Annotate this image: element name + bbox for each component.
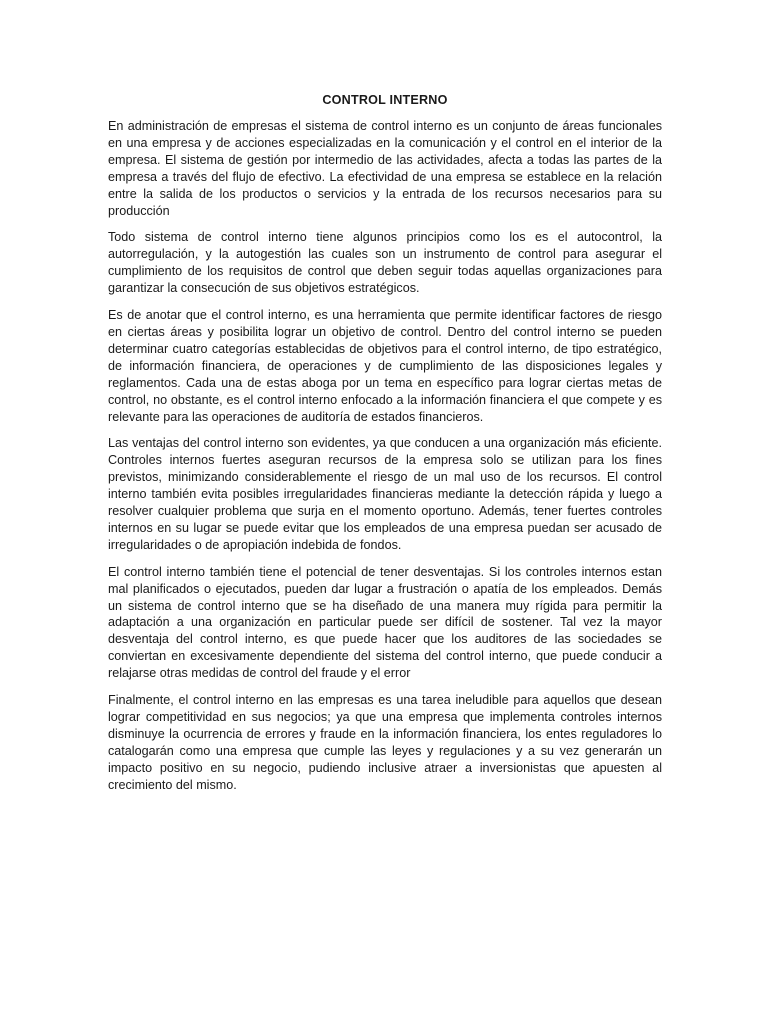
- paragraph-advantages: Las ventajas del control interno son evidentes, ya que conducen a una organización más eficiente. Controles internos fuertes aseguran recursos de la empresa solo se utilizan para los fines previstos, minimizando considerablemente el riesgo de un mal uso de los recursos. El control interno también evita posibles irregularidades financieras mediante la detección rápida y luego a resolver cualquier problema que surja en el momento oportuno. Además, tener fuertes controles internos en su lugar se puede evitar que los empleados de una empresa puedan ser acusado de irregularidades o de apropiación indebida de fondos.: [108, 436, 662, 552]
- document-title: CONTROL INTERNO: [322, 93, 448, 107]
- paragraph-conclusion: Finalmente, el control interno en las empresas es una tarea ineludible para aquellos que desean lograr competitividad en sus negocios; ya que una empresa que implementa controles internos disminuye la ocurrencia de errores y fraude en la información financiera, los entes reguladores lo catalogarán como una empresa que cumple las leyes y regulaciones y a su vez generarán un impacto positivo en su negocio, pudiendo inclusive atraer a inversionistas que apuesten al crecimiento del mismo.: [108, 693, 662, 792]
- paragraph-definition: En administración de empresas el sistema de control interno es un conjunto de áreas funcionales en una empresa y de acciones especializadas en la comunicación y el control en el interior de la empresa. El sistema de gestión por intermedio de las actividades, afecta a todas las partes de la empresa a través del flujo de efectivo. La efectividad de una empresa se establece en la relación entre la salida de los productos o servicios y la entrada de los recursos necesarios para su producción: [108, 119, 662, 218]
- document-body: [108, 92, 662, 804]
- paragraph-disadvantages: El control interno también tiene el potencial de tener desventajas. Si los controles internos estan mal planificados o ejecutados, pueden dar lugar a frustración o apatía de los empleados. Demás un sistema de control interno que se ha diseñado de una manera muy rígida para permitir la adaptación a una organización en particular puede ser difícil de sostener. Tal vez la mayor desventaja del control interno, es que puede hacer que los auditores de las sociedades se conviertan en excesivamente dependiente del sistema del control interno, que puede conducir a relajarse otras medidas de control del fraude y el error: [108, 564, 662, 681]
- paragraph-objectives: Es de anotar que el control interno, es una herramienta que permite identificar factores de riesgo en ciertas áreas y posibilita lograr un objetivo de control. Dentro del control interno se pueden determinar cuatro categorías establecidas de objetivos para el control interno, de tipo estratégico, de información financiera, de operaciones y de cumplimiento de las disposiciones legales y reglamentos. Cada una de estas aboga por un tema en específico para lograr ciertas metas de control, no obstante, es el control interno enfocado a la información financiera el que compete y es relevante para las operaciones de auditoría de estados financieros.: [108, 308, 662, 424]
- paragraph-principles: Todo sistema de control interno tiene algunos principios como los es el autocontrol, la autorregulación, y la autogestión las cuales son un instrumento de control para asegurar el cumplimiento de los requisitos de control que deben seguir todas aquellas organizaciones para garantizar la consecución de sus objetivos estratégicos.: [108, 230, 662, 296]
